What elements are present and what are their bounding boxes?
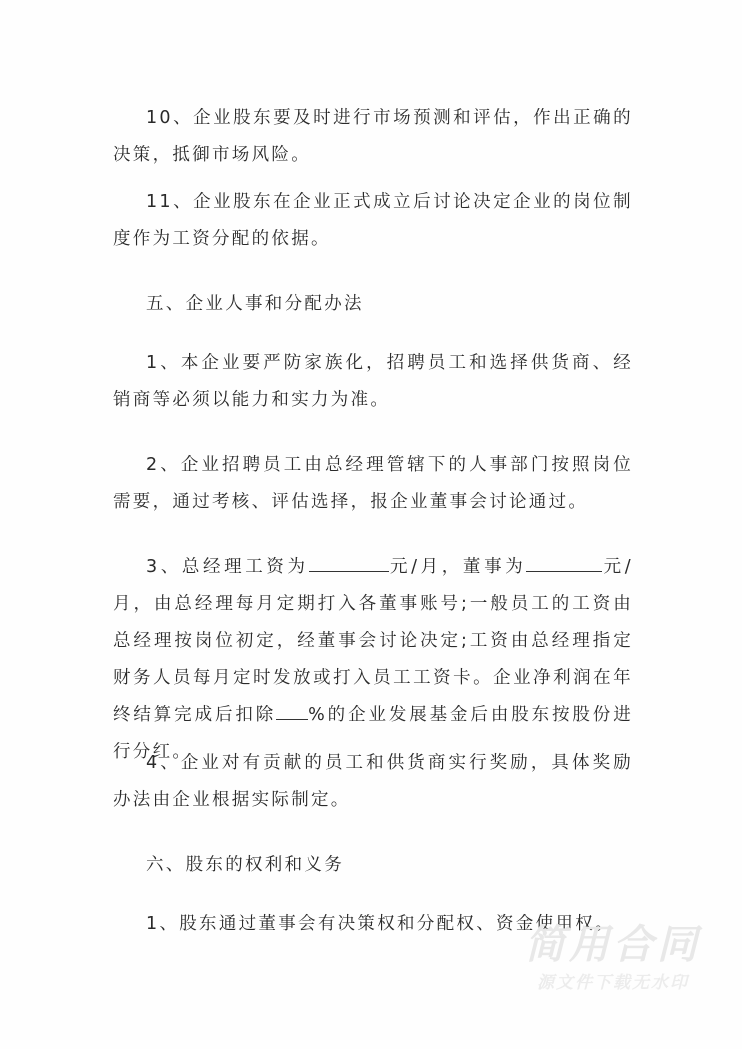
- section-heading-6: 六、股东的权利和义务: [146, 855, 344, 875]
- paragraph-11: 11、企业股东在企业正式成立后讨论决定企业的岗位制度作为工资分配的依据。: [113, 192, 633, 249]
- paragraph-5-1: 1、本企业要严防家族化，招聘员工和选择供货商、经销商等必须以能力和实力为准。: [113, 353, 633, 410]
- paragraph-10: 10、企业股东要及时进行市场预测和评估，作出正确的决策，抵御市场风险。: [113, 108, 633, 165]
- watermark: [508, 922, 718, 998]
- paragraph-5-3: [113, 549, 633, 771]
- watermark-subtitle: 源文件下载无水印: [537, 973, 689, 993]
- fund-percent-blank[interactable]: [276, 701, 308, 720]
- text-part: 3、总经理工资为: [146, 557, 309, 577]
- text-part: 元/月，董事为: [388, 557, 527, 577]
- text-part: %的企业发展基金后由股东按股份进行分红。: [113, 705, 633, 762]
- gm-salary-blank[interactable]: [309, 553, 389, 572]
- paragraph-6-1: 1、股东通过董事会有决策权和分配权、资金使用权。: [146, 914, 615, 934]
- paragraph-5-4: 4、企业对有贡献的员工和供货商实行奖励，具体奖励办法由企业根据实际制定。: [113, 753, 633, 810]
- director-salary-blank[interactable]: [526, 553, 602, 572]
- watermark-title: 简用合同: [525, 922, 701, 968]
- paragraph-5-2: 2、企业招聘员工由总经理管辖下的人事部门按照岗位需要，通过考核、评估选择，报企业董事会讨论通过。: [113, 455, 633, 512]
- text-part: 元/月，由总经理每月定期打入各董事账号;一般员工的工资由总经理按岗位初定，经董事会讨论决定;工资由总经理指定财务人员每月定时发放或打入员工工资卡。企业净利润在年终结算完成后扣除: [113, 557, 634, 725]
- section-heading-5: 五、企业人事和分配办法: [146, 294, 364, 314]
